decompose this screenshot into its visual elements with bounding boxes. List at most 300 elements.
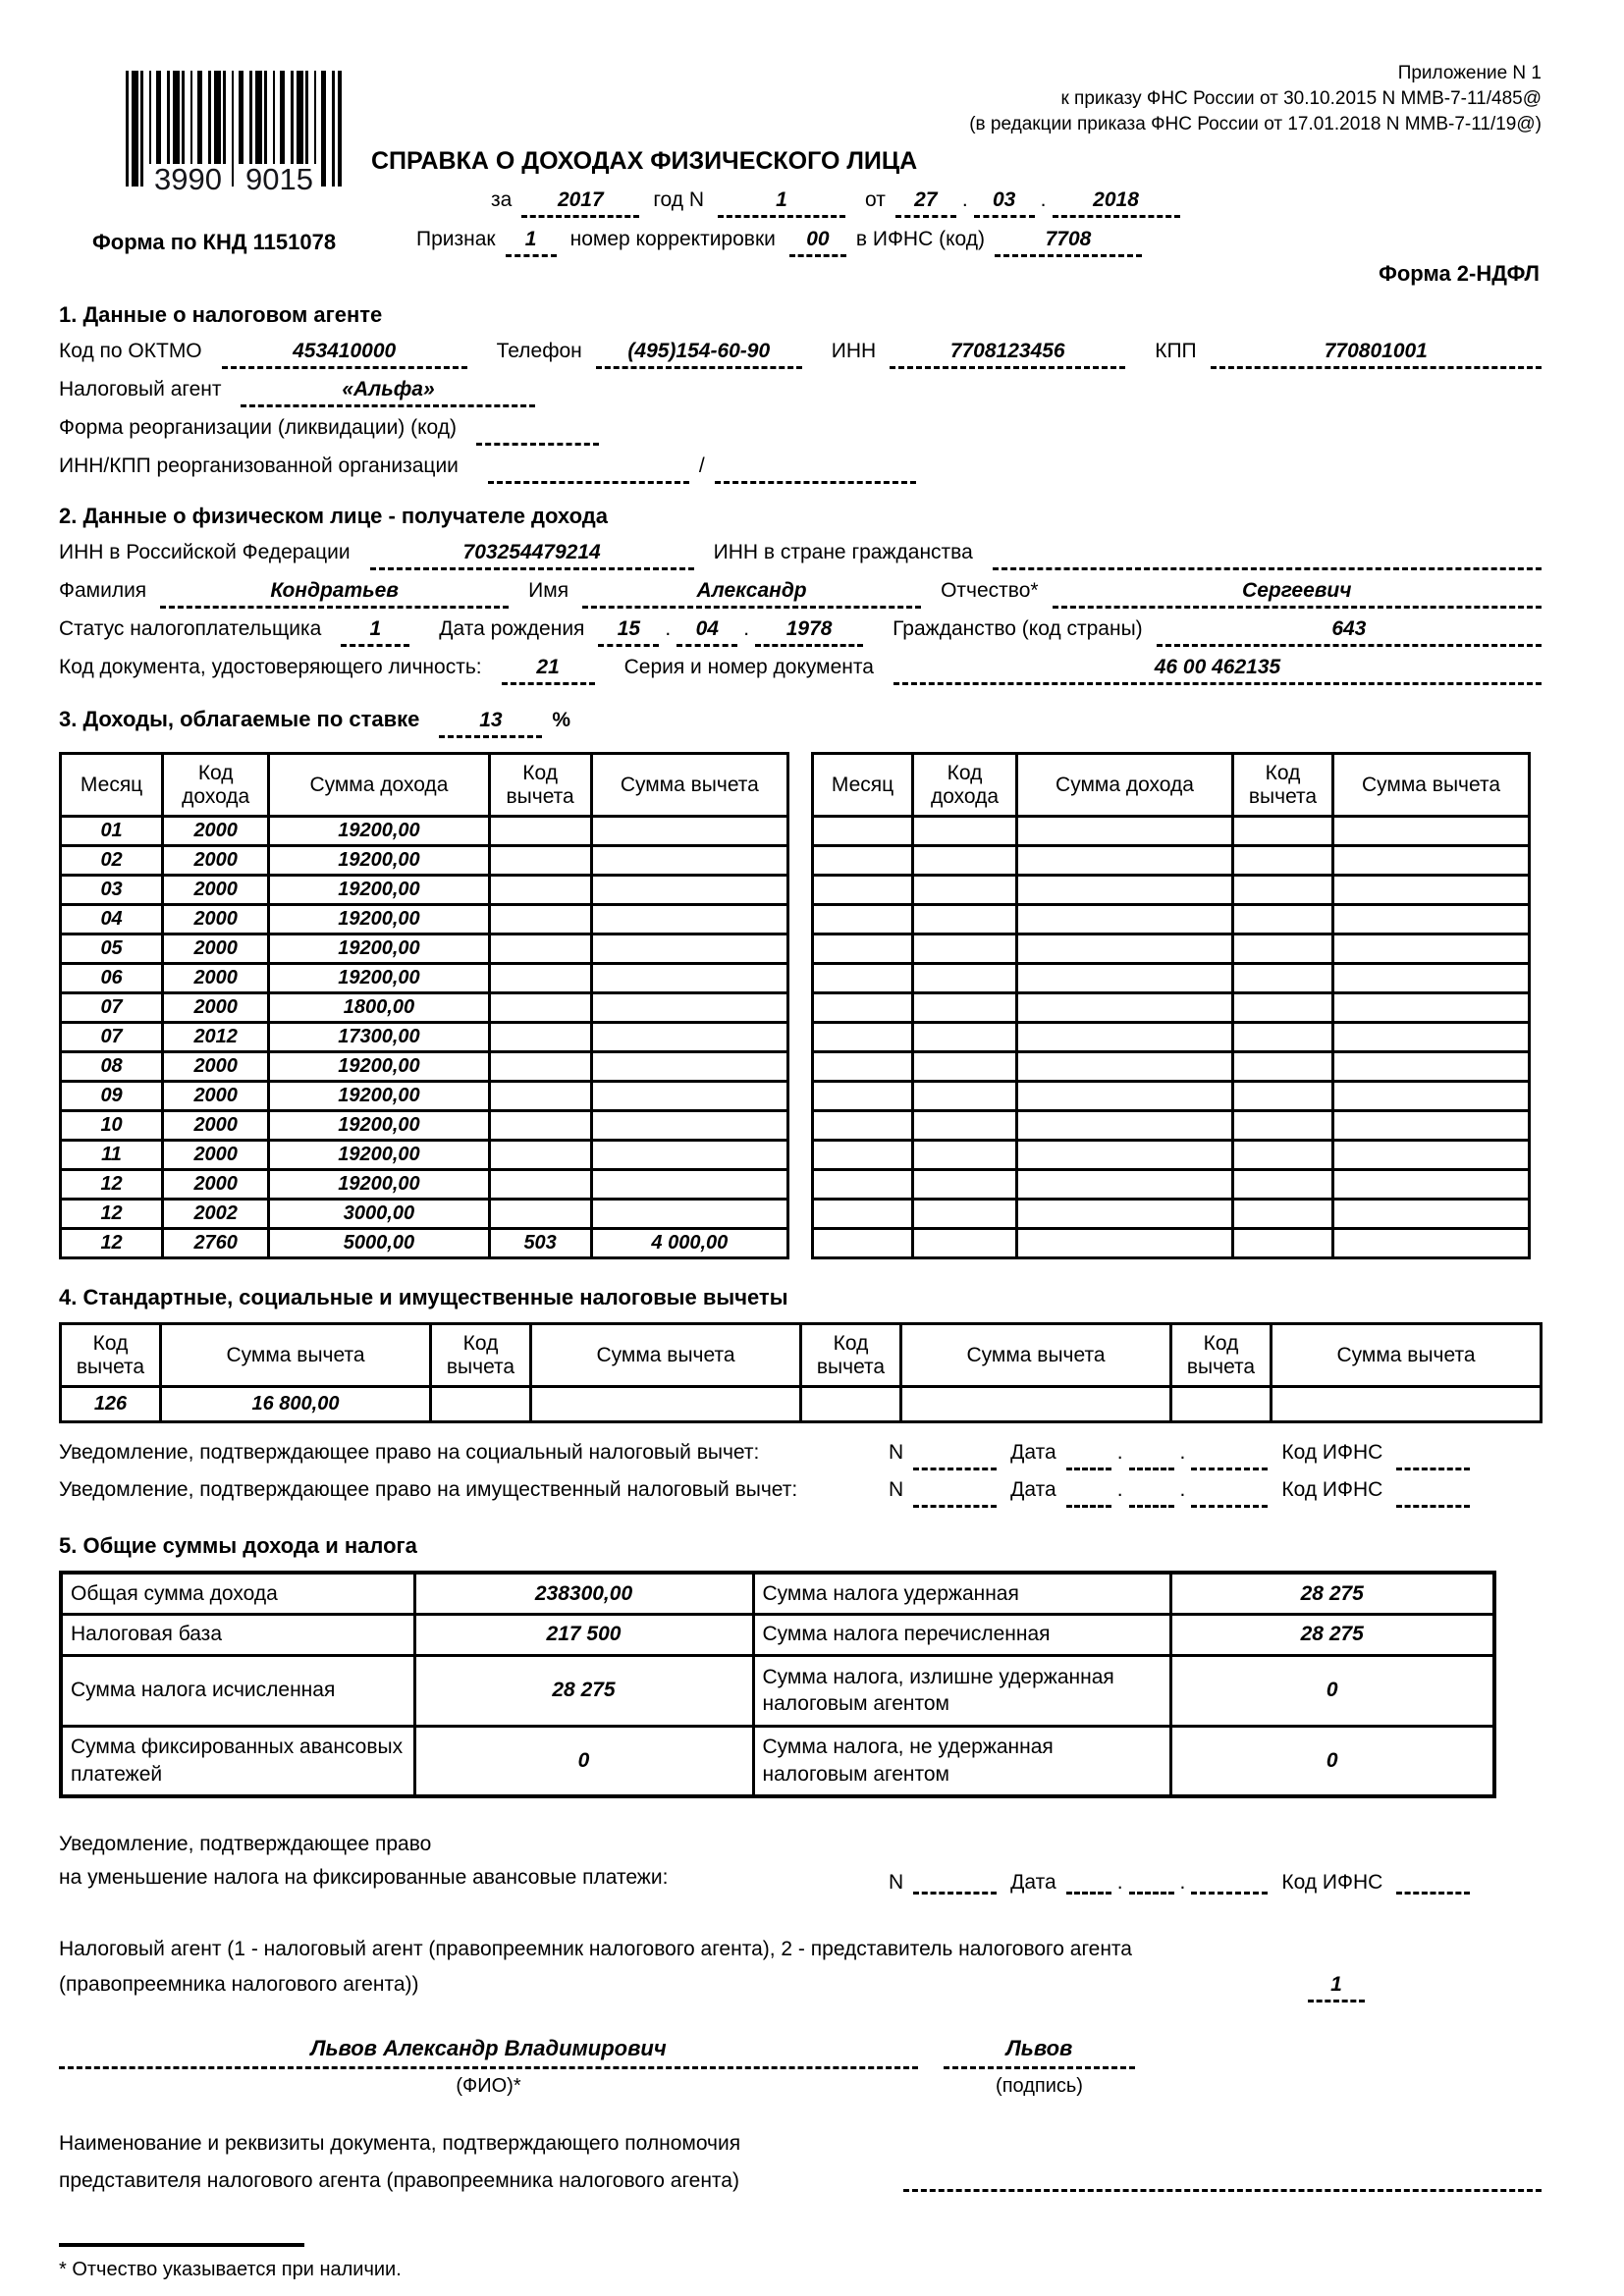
cell-ded-sum (1272, 1387, 1542, 1422)
col-ded-sum: Сумма вычета (901, 1324, 1171, 1387)
cell-ded-sum (591, 1023, 787, 1052)
signature-caption: (подпись) (996, 2075, 1083, 2097)
cell-income-code (913, 1111, 1017, 1141)
priznak-label: Признак (416, 228, 496, 250)
cell-ded-code (489, 1170, 591, 1200)
cell-month (813, 964, 913, 993)
cell-month: 12 (61, 1170, 163, 1200)
col-income-code: Код дохода (163, 754, 269, 817)
total-value: 0 (414, 1726, 753, 1796)
cell-income-sum: 19200,00 (269, 1141, 489, 1170)
birth-label: Дата рождения (439, 617, 585, 640)
cell-income-sum (1017, 934, 1233, 964)
inn-rf-label: ИНН в Российской Федерации (59, 541, 351, 563)
doc-code-field: 21 (502, 656, 595, 685)
income-row-empty (813, 964, 1530, 993)
cell-month (813, 846, 913, 876)
birth-day-field: 15 (598, 617, 659, 647)
cell-ded-sum (1333, 905, 1530, 934)
notice-fixed-line2: на уменьшение налога на фиксированные авансовые платежи: (59, 1866, 669, 1889)
cell-ded-sum (591, 1111, 787, 1141)
s2-line-fio (59, 579, 1542, 609)
col-ded-code: Код вычета (801, 1324, 901, 1387)
notice-ifns-field (1396, 1478, 1470, 1508)
cell-month: 02 (61, 846, 163, 876)
notice-ifns-field (1396, 1441, 1470, 1470)
income-row-empty (813, 1082, 1530, 1111)
income-row-empty (813, 1141, 1530, 1170)
patronymic-field: Сергеевич (1053, 579, 1542, 609)
notice-date-month (1129, 1478, 1174, 1508)
cell-ded-code (489, 876, 591, 905)
cell-month (813, 905, 913, 934)
cell-month: 07 (61, 1023, 163, 1052)
phone-label: Телефон (496, 340, 582, 362)
dot: . (1116, 1441, 1123, 1464)
cell-ded-code (431, 1387, 531, 1422)
cell-month (813, 1141, 913, 1170)
col-month: Месяц (61, 754, 163, 817)
cell-ded-code (1233, 817, 1333, 846)
page-title: СПРАВКА О ДОХОДАХ ФИЗИЧЕСКОГО ЛИЦА (371, 147, 918, 175)
barcode-digits-right: 9015 (239, 164, 320, 194)
cell-income-code: 2760 (163, 1229, 269, 1258)
ifns-code-label: Код ИФНС (1281, 1478, 1383, 1501)
priznak-line (416, 228, 1142, 257)
cell-month: 06 (61, 964, 163, 993)
cell-income-code (913, 964, 1017, 993)
cell-income-code: 2000 (163, 1052, 269, 1082)
cell-income-sum: 5000,00 (269, 1229, 489, 1258)
cell-income-code: 2000 (163, 905, 269, 934)
cell-income-sum: 1800,00 (269, 993, 489, 1023)
cell-ded-code (1233, 846, 1333, 876)
form-body (0, 302, 1624, 2281)
cell-income-sum: 19200,00 (269, 964, 489, 993)
deductions-row (61, 1387, 1542, 1422)
cell-income-sum: 19200,00 (269, 846, 489, 876)
cell-ded-sum (1333, 1082, 1530, 1111)
dot: . (1179, 1871, 1186, 1894)
citizenship-label: Гражданство (код страны) (893, 617, 1143, 640)
s1-line-oktmo (59, 340, 1542, 369)
cell-ded-sum (1333, 1229, 1530, 1258)
barcode-digits-left: 3990 (147, 164, 229, 194)
income-row (61, 1229, 788, 1258)
cell-income-code (913, 993, 1017, 1023)
doc-num-label: Серия и номер документа (623, 656, 874, 678)
s2-line-status (59, 617, 1542, 647)
cell-month (813, 993, 913, 1023)
cell-ded-sum (1333, 934, 1530, 964)
income-table-left-header (61, 754, 788, 817)
ifns-field: 7708 (995, 228, 1142, 257)
income-row (61, 1082, 788, 1111)
dot: . (1116, 1871, 1123, 1894)
s1-line-reorg (59, 416, 1542, 446)
n-label: N (889, 1441, 904, 1464)
cell-income-code (913, 1170, 1017, 1200)
income-row (61, 934, 788, 964)
cell-ded-code (1233, 934, 1333, 964)
deductions-header (61, 1324, 1542, 1387)
percent-sign: % (552, 709, 571, 731)
col-ded-sum: Сумма вычета (1333, 754, 1530, 817)
cell-month (813, 1229, 913, 1258)
agent-type-line1: Налоговый агент (1 - налоговый агент (правопреемник налогового агента), 2 - представитель налогового агента (59, 1938, 1132, 1960)
cell-ded-code (489, 817, 591, 846)
col-ded-code: Код вычета (1171, 1324, 1272, 1387)
cell-ded-code (801, 1387, 901, 1422)
cell-income-code: 2002 (163, 1200, 269, 1229)
deductions-table (59, 1322, 1543, 1423)
cell-income-sum (1017, 1200, 1233, 1229)
cell-month (813, 817, 913, 846)
notice-social-label: Уведомление, подтверждающее право на социальный налоговый вычет: (59, 1441, 760, 1464)
col-ded-code: Код вычета (61, 1324, 161, 1387)
totals-table (59, 1571, 1496, 1798)
form-header (0, 0, 1624, 302)
cell-income-sum (1017, 1111, 1233, 1141)
cell-ded-code (489, 1023, 591, 1052)
date-label: Дата (1010, 1871, 1056, 1894)
notice-date-day (1066, 1865, 1111, 1895)
notice-date-day (1066, 1441, 1111, 1470)
cell-income-sum: 17300,00 (269, 1023, 489, 1052)
authority-doc-field (903, 2125, 1542, 2192)
form-knd-label: Форма по КНД 1151078 (92, 230, 337, 254)
notice-ifns-field (1396, 1865, 1470, 1895)
cell-ded-code (489, 934, 591, 964)
reorg-code-field (476, 416, 599, 446)
cell-ded-code (1233, 905, 1333, 934)
inn-foreign-label: ИНН в стране гражданства (713, 541, 973, 563)
cell-income-code: 2000 (163, 964, 269, 993)
income-row-empty (813, 1229, 1530, 1258)
cell-income-code (913, 905, 1017, 934)
cell-income-sum: 19200,00 (269, 934, 489, 964)
doc-code-label: Код документа, удостоверяющего личность: (59, 656, 482, 678)
cell-ded-sum (1333, 876, 1530, 905)
total-label: Сумма налога, излишне удержанная налоговым агентом (753, 1655, 1170, 1726)
income-row-empty (813, 1200, 1530, 1229)
cell-ded-sum: 16 800,00 (161, 1387, 431, 1422)
authority-document-label (59, 2125, 844, 2200)
cell-month: 04 (61, 905, 163, 934)
god-n-label: год N (653, 188, 704, 211)
cell-month (813, 1170, 913, 1200)
cell-income-sum (1017, 993, 1233, 1023)
cell-income-code: 2000 (163, 1082, 269, 1111)
totals-row (61, 1655, 1494, 1726)
income-table-right-header (813, 754, 1530, 817)
cell-income-sum (1017, 1229, 1233, 1258)
oktmo-field: 453410000 (222, 340, 467, 369)
cell-ded-sum (591, 1200, 787, 1229)
dot: . (1179, 1441, 1186, 1464)
reorg-label: Форма реорганизации (ликвидации) (код) (59, 416, 458, 439)
cell-income-code: 2000 (163, 876, 269, 905)
date-dot-2: . (1040, 188, 1047, 211)
cell-ded-code (1233, 1082, 1333, 1111)
notice-n-field (913, 1865, 997, 1895)
total-label: Сумма налога удержанная (753, 1573, 1170, 1614)
cell-income-sum (1017, 1141, 1233, 1170)
total-label: Сумма налога перечисленная (753, 1614, 1170, 1655)
surname-label: Фамилия (59, 579, 147, 602)
cell-ded-code (1171, 1387, 1272, 1422)
authority-doc-line1: Наименование и реквизиты документа, подтверждающего полномочия (59, 2132, 741, 2155)
cell-income-sum: 19200,00 (269, 817, 489, 846)
status-label: Статус налогоплательщика (59, 617, 322, 640)
cell-ded-code (1233, 1141, 1333, 1170)
notice-date-day (1066, 1478, 1111, 1508)
cell-month: 07 (61, 993, 163, 1023)
cell-ded-code (1233, 993, 1333, 1023)
birth-month-field: 04 (677, 617, 737, 647)
cell-month (813, 1052, 913, 1082)
income-row (61, 1111, 788, 1141)
slash-separator: / (698, 454, 705, 477)
doc-num-field: 46 00 462135 (893, 656, 1542, 685)
notice-social (59, 1441, 1542, 1470)
ifns-code-label: Код ИФНС (1281, 1441, 1383, 1464)
notice-n-field (913, 1441, 997, 1470)
n-label: N (889, 1871, 904, 1894)
cell-ded-sum (901, 1387, 1171, 1422)
kpp-field: 770801001 (1211, 340, 1542, 369)
cell-month (813, 1111, 913, 1141)
cell-ded-sum (1333, 1111, 1530, 1141)
income-row (61, 993, 788, 1023)
inn-label: ИНН (831, 340, 877, 362)
income-row-empty (813, 1052, 1530, 1082)
cell-income-code: 2000 (163, 934, 269, 964)
cell-income-sum (1017, 817, 1233, 846)
cell-income-code: 2000 (163, 1141, 269, 1170)
notice-date-year (1191, 1441, 1268, 1470)
signature-row (59, 2036, 1542, 2098)
surname-field: Кондратьев (160, 579, 509, 609)
patronymic-label: Отчество* (941, 579, 1039, 602)
income-row (61, 905, 788, 934)
fio-caption: (ФИО)* (456, 2075, 521, 2097)
cell-income-sum (1017, 1023, 1233, 1052)
total-value: 238300,00 (414, 1573, 753, 1614)
notice-date-year (1191, 1478, 1268, 1508)
ifns-code-label: Код ИФНС (1281, 1871, 1383, 1894)
cell-month: 01 (61, 817, 163, 846)
s2-line-document (59, 656, 1542, 685)
col-income-sum: Сумма дохода (269, 754, 489, 817)
za-label: за (491, 188, 513, 211)
doc-number-field: 1 (718, 188, 845, 218)
agent-label: Налоговый агент (59, 378, 222, 400)
col-income-sum: Сумма дохода (1017, 754, 1233, 817)
authority-doc-line2: представителя налогового агента (правопреемника налогового агента) (59, 2169, 739, 2192)
cell-income-sum: 19200,00 (269, 1170, 489, 1200)
cell-ded-sum (591, 964, 787, 993)
name-field: Александр (582, 579, 921, 609)
total-value: 217 500 (414, 1614, 753, 1655)
korr-field: 00 (789, 228, 846, 257)
cell-ded-code: 126 (61, 1387, 161, 1422)
total-label: Сумма налога исчисленная (61, 1655, 414, 1726)
total-value: 0 (1170, 1655, 1494, 1726)
notice-date-month (1129, 1865, 1174, 1895)
income-row-empty (813, 876, 1530, 905)
date-day-field: 27 (895, 188, 956, 218)
income-row (61, 817, 788, 846)
income-row (61, 1052, 788, 1082)
fio-value: Львов Александр Владимирович (59, 2036, 918, 2069)
total-label: Налоговая база (61, 1614, 414, 1655)
income-row (61, 1023, 788, 1052)
cell-income-code (913, 876, 1017, 905)
cell-ded-sum (591, 846, 787, 876)
cell-ded-sum (591, 817, 787, 846)
cell-month: 12 (61, 1200, 163, 1229)
cell-ded-sum (591, 1141, 787, 1170)
income-row-empty (813, 817, 1530, 846)
fio-block (59, 2036, 918, 2098)
agent-type-line2-text: (правопреемника налогового агента)) (59, 1973, 419, 1996)
cell-month: 08 (61, 1052, 163, 1082)
total-label: Общая сумма дохода (61, 1573, 414, 1614)
cell-ded-code (1233, 1052, 1333, 1082)
cell-income-code: 2012 (163, 1023, 269, 1052)
cell-income-sum (1017, 1170, 1233, 1200)
cell-income-code (913, 1052, 1017, 1082)
cell-month: 10 (61, 1111, 163, 1141)
barcode-bars-icon (126, 71, 342, 196)
section3-title-row (59, 707, 1542, 738)
kpp-label: КПП (1155, 340, 1197, 362)
cell-income-code (913, 1229, 1017, 1258)
cell-ded-code (489, 1111, 591, 1141)
signature-value: Львов (944, 2036, 1135, 2069)
cell-ded-sum (591, 1170, 787, 1200)
reorg-kpp-field (715, 454, 916, 484)
notice-property-label: Уведомление, подтверждающее право на имущественный налоговый вычет: (59, 1478, 798, 1501)
cell-month (813, 934, 913, 964)
cell-ded-sum (1333, 1170, 1530, 1200)
reorg-inn-label: ИНН/КПП реорганизованной организации (59, 454, 459, 477)
cell-month: 05 (61, 934, 163, 964)
notice-property (59, 1478, 1542, 1508)
cell-ded-sum (1333, 846, 1530, 876)
cell-income-sum: 3000,00 (269, 1200, 489, 1229)
birth-dot-1: . (665, 617, 672, 640)
notice-fixed-advance (59, 1828, 1542, 1895)
priznak-field: 1 (506, 228, 557, 257)
birth-dot-2: . (743, 617, 750, 640)
income-row-empty (813, 1023, 1530, 1052)
cell-ded-sum (1333, 964, 1530, 993)
oktmo-label: Код по ОКТМО (59, 340, 202, 362)
income-row (61, 964, 788, 993)
cell-ded-code (489, 1052, 591, 1082)
cell-income-sum (1017, 1082, 1233, 1111)
appendix-line-2: к приказу ФНС России от 30.10.2015 N ММВ-7-11/485@ (1060, 88, 1542, 109)
cell-income-code (913, 934, 1017, 964)
section3-title: 3. Доходы, облагаемые по ставке (59, 707, 420, 731)
cell-month: 11 (61, 1141, 163, 1170)
cell-income-sum (1017, 905, 1233, 934)
notice-fixed-label (59, 1828, 889, 1895)
cell-ded-code (489, 1200, 591, 1229)
subtitle-line (491, 188, 1180, 218)
income-table-right (811, 752, 1531, 1259)
cell-ded-sum (591, 934, 787, 964)
income-row-empty (813, 934, 1530, 964)
section5-title: 5. Общие суммы дохода и налога (59, 1533, 417, 1558)
cell-income-code (913, 1141, 1017, 1170)
col-ded-code: Код вычета (1233, 754, 1333, 817)
cell-ded-sum (591, 1082, 787, 1111)
income-row (61, 1170, 788, 1200)
name-label: Имя (528, 579, 569, 602)
cell-month (813, 1200, 913, 1229)
cell-ded-code (1233, 1200, 1333, 1229)
cell-ded-sum (1333, 1141, 1530, 1170)
cell-ded-code (1233, 1111, 1333, 1141)
cell-income-sum: 19200,00 (269, 1082, 489, 1111)
cell-ded-sum (591, 905, 787, 934)
footnote-rule (59, 2243, 304, 2247)
agent-field: «Альфа» (241, 378, 535, 407)
total-value: 0 (1170, 1726, 1494, 1796)
cell-ded-code: 503 (489, 1229, 591, 1258)
totals-row (61, 1614, 1494, 1655)
cell-income-sum (1017, 964, 1233, 993)
income-row (61, 1200, 788, 1229)
col-ded-code: Код вычета (431, 1324, 531, 1387)
cell-ded-code (1233, 964, 1333, 993)
total-value: 28 275 (1170, 1614, 1494, 1655)
cell-ded-code (489, 846, 591, 876)
cell-month: 09 (61, 1082, 163, 1111)
s1-line-agent (59, 378, 1542, 407)
cell-income-code (913, 1200, 1017, 1229)
agent-type-line2 (59, 1973, 1542, 2002)
barcode-digits (126, 164, 342, 194)
section1-title: 1. Данные о налоговом агенте (59, 302, 383, 327)
income-row-empty (813, 1111, 1530, 1141)
col-ded-sum: Сумма вычета (531, 1324, 801, 1387)
barcode (126, 71, 342, 196)
section4-title: 4. Стандартные, социальные и имущественные налоговые вычеты (59, 1285, 788, 1309)
appendix-line-3: (в редакции приказа ФНС России от 17.01.2018 N ММВ-7-11/19@) (969, 114, 1542, 134)
cell-month (813, 1023, 913, 1052)
totals-row (61, 1726, 1494, 1796)
cell-ded-code (489, 905, 591, 934)
dot: . (1116, 1478, 1123, 1501)
total-value: 28 275 (414, 1655, 753, 1726)
cell-ded-code (489, 964, 591, 993)
cell-ded-code (1233, 1170, 1333, 1200)
cell-month (813, 876, 913, 905)
inn-field: 7708123456 (890, 340, 1125, 369)
form-name-label: Форма 2-НДФЛ (1379, 261, 1540, 286)
cell-income-sum: 19200,00 (269, 1111, 489, 1141)
notice-date-year (1191, 1865, 1268, 1895)
signature-block (944, 2036, 1135, 2098)
reorg-inn-field (488, 454, 689, 484)
cell-income-code: 2000 (163, 1111, 269, 1141)
s1-line-reorg-inn (59, 454, 1542, 484)
col-month: Месяц (813, 754, 913, 817)
